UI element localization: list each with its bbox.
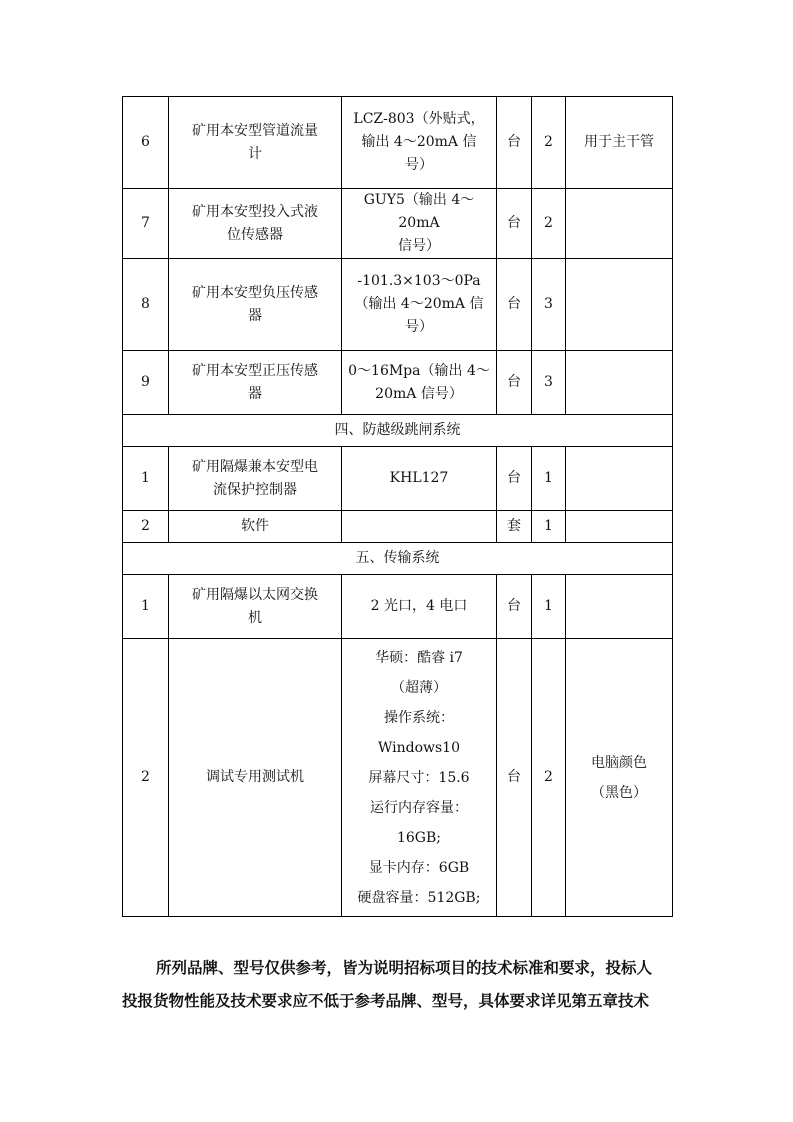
item-qty: 2	[532, 97, 566, 189]
item-qty: 2	[532, 639, 566, 917]
item-note	[566, 351, 673, 415]
item-note	[566, 575, 673, 639]
table-row	[123, 351, 673, 415]
item-spec: GUY5（输出 4～20mA 信号）	[342, 189, 497, 259]
item-unit: 台	[497, 189, 532, 259]
item-qty: 3	[532, 259, 566, 351]
item-spec: 2 光口，4 电口	[342, 575, 497, 639]
item-note: 用于主干管	[566, 97, 673, 189]
item-spec: 0～16Mpa（输出 4～ 20mA 信号）	[342, 351, 497, 415]
section-title: 四、防越级跳闸系统	[123, 415, 673, 447]
item-unit: 台	[497, 351, 532, 415]
item-qty: 1	[532, 447, 566, 511]
item-spec: 华硕：酷睿 i7 （超薄） 操作系统： Windows10 屏幕尺寸：15.6 运行内存容量： 16GB; 显卡内存：6GB 硬盘容量：512GB;	[342, 639, 497, 917]
item-name: 矿用本安型正压传感 器	[169, 351, 342, 415]
table-row	[123, 97, 673, 189]
item-number: 8	[123, 259, 169, 351]
item-note	[566, 259, 673, 351]
paragraph-line: 投报货物性能及技术要求应不低于参考品牌、型号，具体要求详见第五章技术	[122, 991, 650, 1010]
paragraph-line: 所列品牌、型号仅供参考，皆为说明招标项目的技术标准和要求，投标人	[156, 958, 653, 977]
item-unit: 台	[497, 447, 532, 511]
item-number: 2	[123, 639, 169, 917]
table-row	[123, 575, 673, 639]
item-name: 矿用隔爆以太网交换 机	[169, 575, 342, 639]
item-unit: 台	[497, 259, 532, 351]
equipment-table	[122, 96, 673, 917]
item-name: 矿用隔爆兼本安型电 流保护控制器	[169, 447, 342, 511]
item-number: 9	[123, 351, 169, 415]
item-spec: LCZ-803（外贴式， 输出 4～20mA 信 号）	[342, 97, 497, 189]
item-name: 矿用本安型负压传感 器	[169, 259, 342, 351]
item-number: 1	[123, 575, 169, 639]
table-row	[123, 189, 673, 259]
table-row	[123, 447, 673, 511]
item-unit: 套	[497, 511, 532, 543]
item-name: 矿用本安型管道流量 计	[169, 97, 342, 189]
table-row	[123, 511, 673, 543]
item-qty: 1	[532, 575, 566, 639]
item-name: 矿用本安型投入式液 位传感器	[169, 189, 342, 259]
table-row	[123, 259, 673, 351]
section-header-row	[123, 415, 673, 447]
item-number: 7	[123, 189, 169, 259]
section-header-row	[123, 543, 673, 575]
item-note	[566, 447, 673, 511]
table-row	[123, 639, 673, 917]
item-number: 1	[123, 447, 169, 511]
item-unit: 台	[497, 97, 532, 189]
section-title: 五、传输系统	[123, 543, 673, 575]
item-number: 2	[123, 511, 169, 543]
item-qty: 1	[532, 511, 566, 543]
item-unit: 台	[497, 575, 532, 639]
item-spec: KHL127	[342, 447, 497, 511]
item-note	[566, 189, 673, 259]
item-qty: 3	[532, 351, 566, 415]
item-note: 电脑颜色 （黑色）	[566, 639, 673, 917]
item-name: 软件	[169, 511, 342, 543]
item-unit: 台	[497, 639, 532, 917]
item-qty: 2	[532, 189, 566, 259]
item-number: 6	[123, 97, 169, 189]
item-note	[566, 511, 673, 543]
item-name: 调试专用测试机	[169, 639, 342, 917]
item-spec	[342, 511, 497, 543]
item-spec: -101.3×103～0Pa （输出 4～20mA 信 号）	[342, 259, 497, 351]
